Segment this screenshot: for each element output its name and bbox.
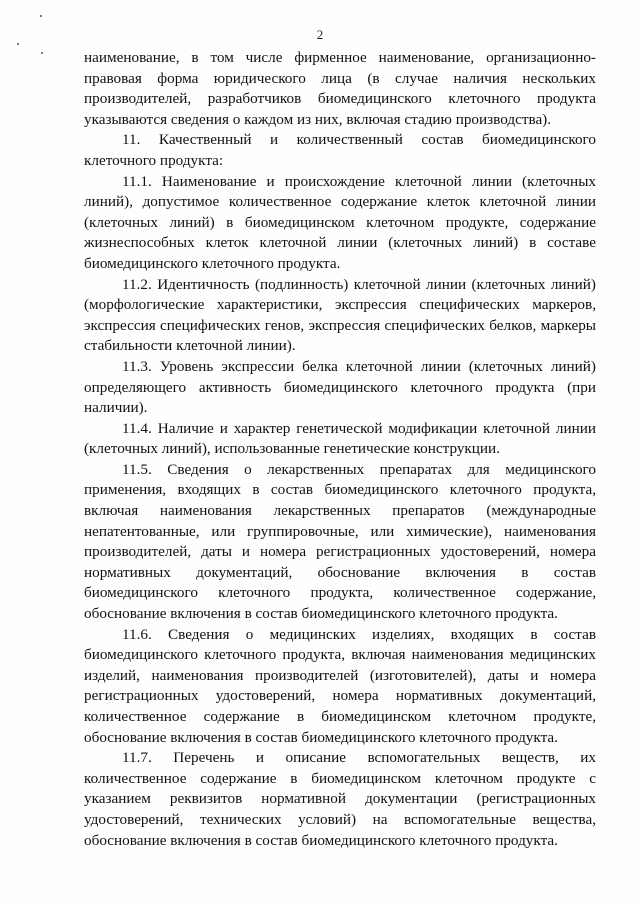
scan-speck xyxy=(17,43,19,45)
paragraph-item-11-3: 11.3. Уровень экспрессии белка клеточной линии (клеточных линий) определяющего активность биомедицинского клеточного продукта (при наличии). xyxy=(84,357,596,417)
document-body xyxy=(84,48,596,851)
paragraph-item-11: 11. Качественный и количественный состав биомедицинского клеточного продукта: xyxy=(84,131,596,169)
scan-speck xyxy=(41,52,43,54)
paragraph-item-11-2: 11.2. Идентичность (подлинность) клеточной линии (клеточных линий) (морфологические характеристики, экспрессия специфических маркеров, экспрессия специфических генов, экспрессия специфических белков, маркеры стабильности клеточной линии). xyxy=(84,275,596,355)
paragraph-item-11-5: 11.5. Сведения о лекарственных препаратах для медицинского применения, входящих в состав биомедицинского клеточного продукта, включая наименования лекарственных препаратов (международные непатентованные, или группировочные, или химические), наименования производителей, даты и номера регистрационных удостоверений, номера нормативных документаций, обоснование включения в состав биомедицинского клеточного продукта, количественное содержание, обоснование включения в состав биомедицинского клеточного продукта. xyxy=(84,460,596,623)
paragraph-item-11-4: 11.4. Наличие и характер генетической модификации клеточной линии (клеточных линий), использованные генетические конструкции. xyxy=(84,419,596,458)
page-number: 2 xyxy=(316,27,324,42)
paragraph-continuation: наименование, в том числе фирменное наименование, организационно-правовая форма юридического лица (в случае наличия нескольких производителей, разработчиков биомедицинского клеточного продукта указываются сведения о каждом из них, включая стадию производства). xyxy=(84,49,596,128)
paragraph-item-11-1: 11.1. Наименование и происхождение клеточной линии (клеточных линий), допустимое количественное содержание клеток клеточной линии (клеточных линий) в биомедицинском клеточном продукте, содержание жизнеспособных клеток клеточной линии (клеточных линий) в составе биомедицинского клеточного продукта. xyxy=(84,172,596,272)
paragraph-item-11-6: 11.6. Сведения о медицинских изделиях, входящих в состав биомедицинского клеточного продукта, включая наименования медицинских изделий, наименования производителей (изготовителей), даты и номера регистрационных удостоверений, номера нормативных документаций, количественное содержание в биомедицинском клеточном продукте, обоснование включения в состав биомедицинского клеточного продукта. xyxy=(84,625,596,746)
paragraph-item-11-7: 11.7. Перечень и описание вспомогательных веществ, их количественное содержание в биомедицинском клеточном продукте с указанием реквизитов нормативной документации (регистрационных удостоверений, технических условий) на вспомогательные вещества, обоснование включения в состав биомедицинского клеточного продукта. xyxy=(84,749,596,849)
scan-speck xyxy=(40,15,42,17)
